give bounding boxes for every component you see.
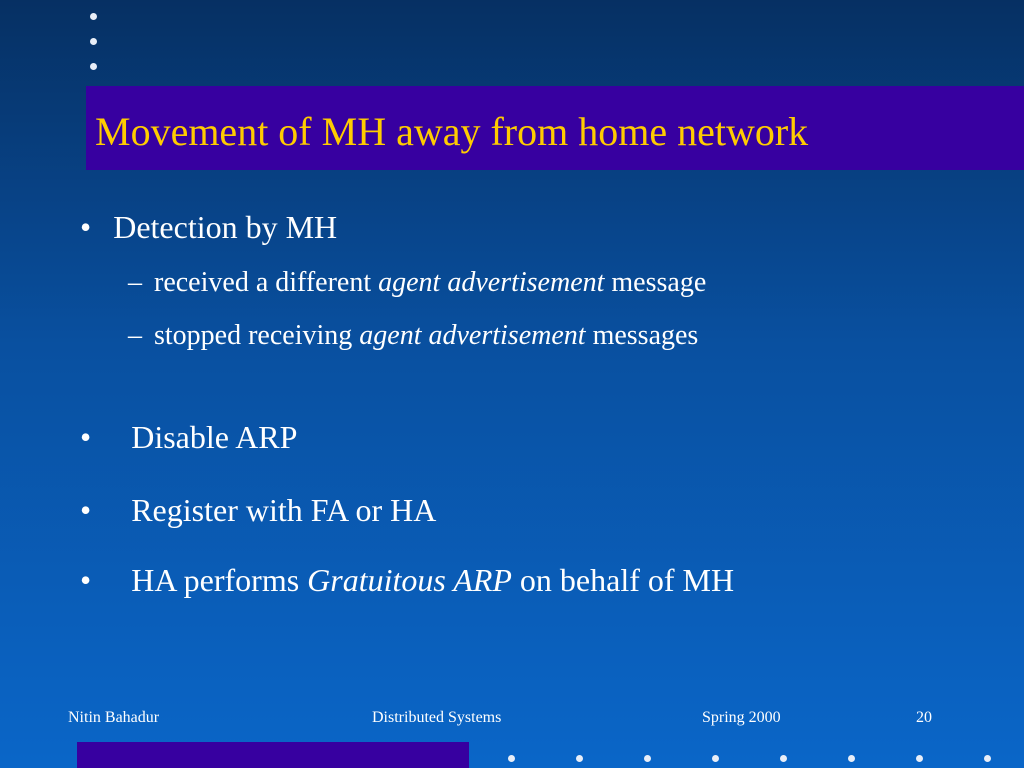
footer-page-number: 20	[916, 709, 932, 726]
bullet-item	[80, 208, 337, 246]
bullet-text: HA performs	[131, 562, 308, 598]
sub-bullet-marker: –	[128, 320, 142, 351]
decor-dot	[712, 755, 719, 762]
bullet-marker: •	[80, 209, 92, 245]
bullet-marker: •	[80, 492, 92, 528]
footer-course: Distributed Systems	[372, 709, 502, 726]
slide-title: Movement of MH away from home network	[95, 109, 809, 154]
decor-dot	[644, 755, 651, 762]
bullet-text: Detection by MH	[113, 209, 338, 245]
bullet-item	[80, 491, 436, 529]
bullet-item	[80, 418, 297, 456]
decor-dot	[508, 755, 515, 762]
bullet-item	[80, 561, 734, 599]
decor-dot	[984, 755, 991, 762]
bullet-text: on behalf of MH	[511, 562, 735, 598]
sub-bullet-emphasis: agent advertisement	[359, 320, 586, 351]
decor-dot	[780, 755, 787, 762]
decor-dot	[576, 755, 583, 762]
sub-bullet-text: messages	[585, 320, 699, 351]
sub-bullet-text: received a different	[154, 267, 379, 298]
sub-bullet-emphasis: agent advertisement	[378, 267, 605, 298]
sub-bullet-text: stopped receiving	[154, 320, 360, 351]
footer-author: Nitin Bahadur	[68, 709, 160, 726]
bullet-marker: •	[80, 419, 92, 455]
footer-term: Spring 2000	[702, 709, 781, 726]
decor-dot	[90, 13, 97, 20]
sub-bullet-item	[128, 319, 698, 353]
decor-dot	[848, 755, 855, 762]
bullet-text: Disable ARP	[131, 419, 298, 455]
sub-bullet-item	[128, 266, 706, 300]
bottom-accent-bar	[77, 742, 469, 768]
decor-dot	[916, 755, 923, 762]
sub-bullet-text: message	[604, 267, 707, 298]
bullet-text: Register with FA or HA	[131, 492, 437, 528]
bullet-marker: •	[80, 562, 92, 598]
bullet-emphasis: Gratuitous ARP	[307, 562, 512, 598]
decor-dot	[90, 38, 97, 45]
decor-dot	[90, 63, 97, 70]
sub-bullet-marker: –	[128, 267, 142, 298]
